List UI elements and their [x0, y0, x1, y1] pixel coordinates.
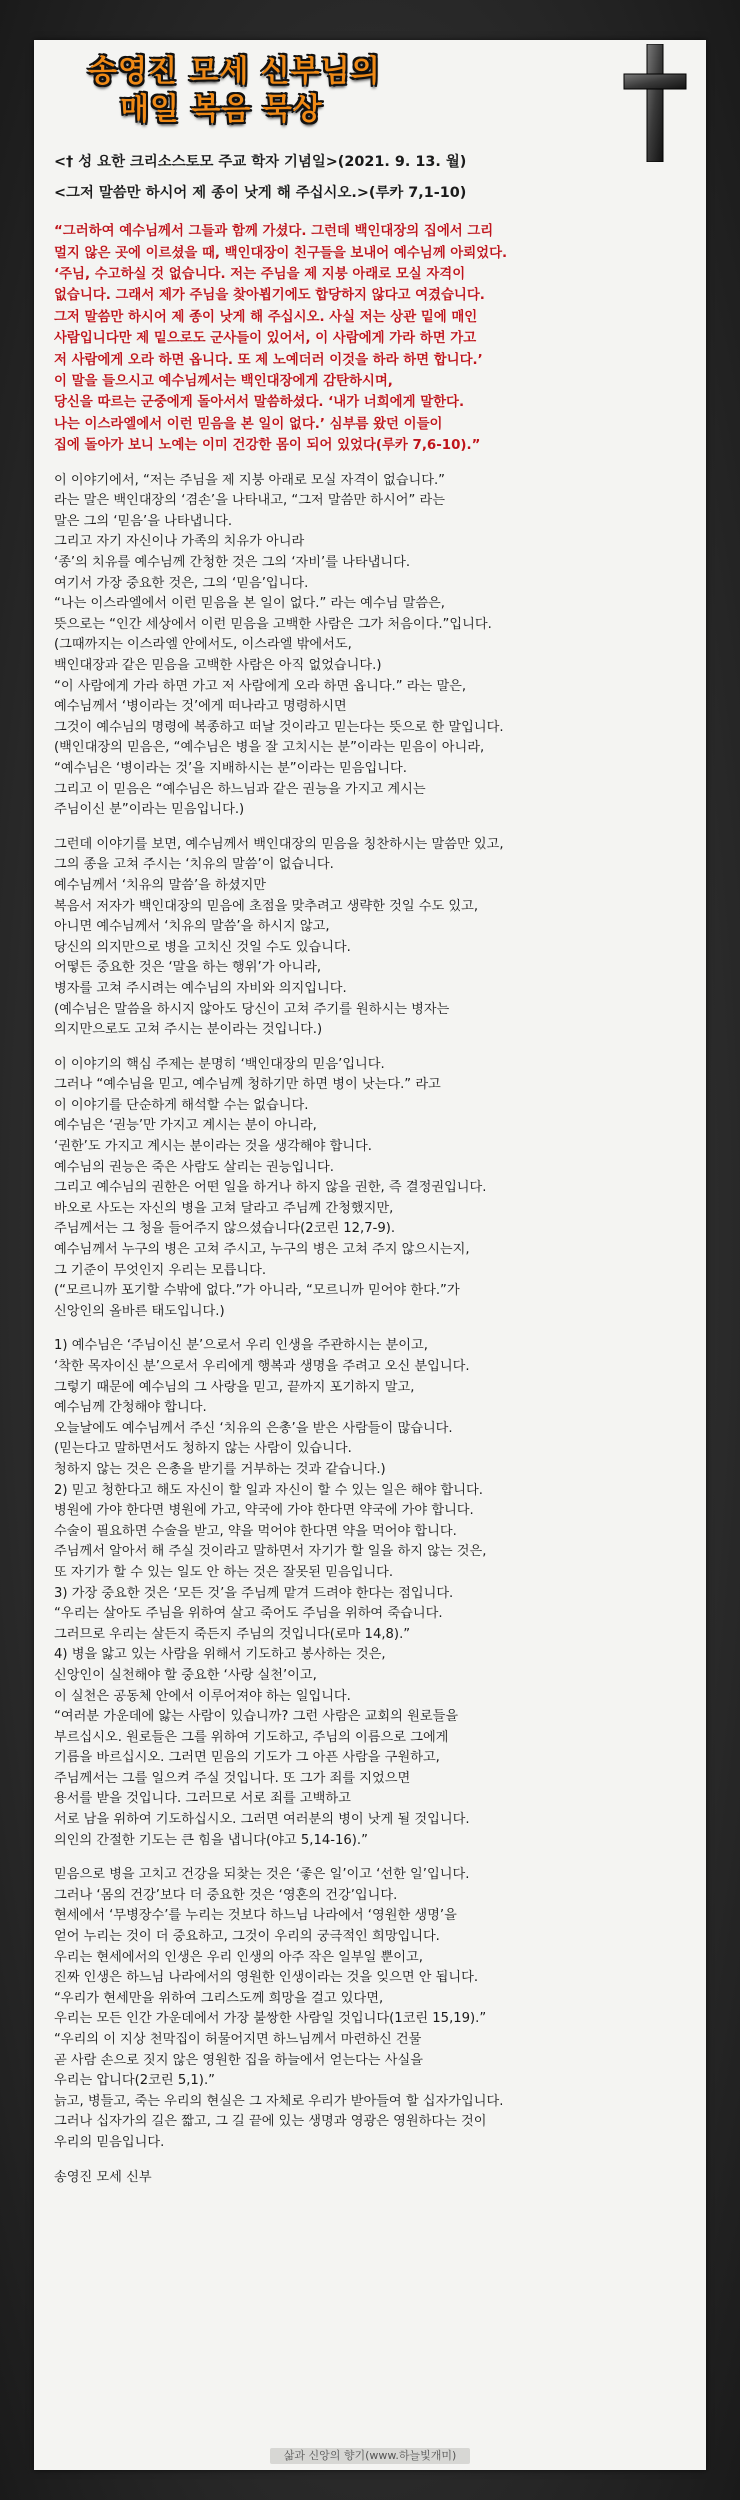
reflection-line: 그렇기 때문에 예수님의 그 사랑을 믿고, 끝까지 포기하지 말고,	[54, 1379, 415, 1395]
reflection-line: 라는 말은 백인대장의 ‘겸손’을 나타내고, “그저 말씀만 하시어” 라는	[54, 493, 445, 509]
reflection-line: “우리는 살아도 주님을 위하여 살고 죽어도 주님을 위하여 죽습니다.	[54, 1606, 443, 1622]
title-line-1: 송영진 모세 신부님의	[88, 54, 381, 89]
reflection-line: 말은 그의 ‘믿음’을 나타냅니다.	[54, 513, 233, 529]
reflection-line: 또 자기가 할 수 있는 일도 안 하는 것은 잘못된 믿음입니다.	[54, 1564, 394, 1580]
reflection-line: 그리고 이 믿음은 “예수님은 하느님과 같은 권능을 가지고 계시는	[54, 781, 426, 797]
reflection-line: 주님께서는 그를 일으켜 주실 것입니다. 또 그가 죄를 지었으면	[54, 1770, 411, 1786]
reflection-line: (그때까지는 이스라엘 안에서도, 이스라엘 밖에서도,	[54, 637, 352, 653]
gospel-line: 사람입니다만 제 밑으로도 군사들이 있어서, 이 사람에게 가라 하면 가고	[54, 331, 477, 347]
reflection-line: “예수님은 ‘병이라는 것’을 지배하시는 분”이라는 믿음입니다.	[54, 760, 407, 776]
reflection-line: 이 이야기를 단순하게 해석할 수는 없습니다.	[54, 1097, 309, 1113]
reflection-line: 그것이 예수님의 명령에 복종하고 떠날 것이라고 믿는다는 뜻으로 한 말입니다.	[54, 719, 504, 735]
gospel-title: <그저 말씀만 하시어 제 종이 낫게 해 주십시오.>(루카 7,1-10)	[54, 184, 467, 201]
meditation-card	[34, 40, 706, 2470]
reflection-line: 청하지 않는 것은 은총을 받기를 거부하는 것과 같습니다.)	[54, 1461, 386, 1477]
reflection-line: “우리의 이 지상 천막집이 허물어지면 하느님께서 마련하신 건물	[54, 2032, 422, 2047]
reflection-line: 당신의 의지만으로 병을 고치신 것일 수도 있습니다.	[54, 939, 351, 955]
reflection-line: (예수님은 말씀을 하시지 않아도 당신이 고쳐 주기를 원하시는 병자는	[54, 1001, 450, 1017]
reflection-line: “우리가 현세만을 위하여 그리스도께 희망을 걸고 있다면,	[54, 1990, 384, 2006]
reflection-line: 부르십시오. 원로들은 그를 위하여 기도하고, 주님의 이름으로 그에게	[54, 1729, 449, 1745]
reflection-line: 예수님의 권능은 죽은 사람도 살리는 권능입니다.	[54, 1159, 334, 1175]
reflection-line: 수술이 필요하면 수술을 받고, 약을 먹어야 한다면 약을 먹어야 합니다.	[54, 1523, 457, 1539]
reflection-line: 이 이야기의 핵심 주제는 분명히 ‘백인대장의 믿음’입니다.	[54, 1056, 385, 1072]
reflection-line: ‘종’의 치유를 예수님께 간청한 것은 그의 ‘자비’를 나타냅니다.	[54, 555, 411, 571]
gospel-line: ‘주님, 수고하실 것 없습니다. 저는 주님을 제 지붕 아래로 모실 자격이	[54, 267, 466, 282]
reflection-line: 예수님께서 ‘치유의 말씀’을 하셨지만	[54, 877, 267, 893]
reflection-line: 그리고 자기 자신이나 가족의 치유가 아니라	[54, 534, 305, 550]
reflection-line: 주님께서는 그 청을 들어주지 않으셨습니다(2코린 12,7-9).	[54, 1221, 396, 1237]
reflection-line: 4) 병을 앓고 있는 사람을 위해서 기도하고 봉사하는 것은,	[54, 1647, 386, 1663]
reflection-line: 현세에서 ‘무병장수’를 누리는 것보다 하느님 나라에서 ‘영원한 생명’을	[54, 1908, 457, 1924]
reflection-paragraph	[54, 1336, 694, 1851]
reflection-line: 그리고 예수님의 권한은 어떤 일을 하거나 하지 않을 권한, 즉 결정권입니다.	[54, 1180, 487, 1196]
reflection-line: (백인대장의 믿음은, “예수님은 병을 잘 고치시는 분”이라는 믿음이 아니라,	[54, 740, 485, 756]
reflection-line: 의인의 간절한 기도는 큰 힘을 냅니다(야고 5,14-16).”	[54, 1832, 368, 1848]
reflection-paragraph	[54, 835, 694, 1041]
reflection-line: “이 사람에게 가라 하면 가고 저 사람에게 오라 하면 옵니다.” 라는 말은,	[54, 678, 467, 694]
header-banner	[34, 40, 706, 135]
reflection-line: 어떻든 중요한 것은 ‘말을 하는 행위’가 아니라,	[54, 960, 322, 976]
reflection-line: 믿음으로 병을 고치고 건강을 되찾는 것은 ‘좋은 일’이고 ‘선한 일’입니다.	[54, 1867, 470, 1883]
gospel-passage	[54, 221, 694, 456]
footer	[34, 2442, 706, 2470]
reflection-line: 늙고, 병들고, 죽는 우리의 현실은 그 자체로 우리가 받아들여 할 십자가입니다.	[54, 2093, 504, 2109]
reflection-line: 아니면 예수님께서 ‘치유의 말씀’을 하시지 않고,	[54, 919, 330, 935]
reflection-line: 병원에 가야 한다면 병원에 가고, 약국에 가야 한다면 약국에 가야 합니다.	[54, 1503, 474, 1519]
reflection-line: 백인대장과 같은 믿음을 고백한 사람은 아직 없었습니다.)	[54, 658, 382, 673]
reflection-line: (“모르니까 포기할 수밖에 없다.”가 아니라, “모르니까 믿어야 한다.”가	[54, 1283, 460, 1299]
gospel-line: 멀지 않은 곳에 이르셨을 때, 백인대장이 친구들을 보내어 예수님께 아뢰었다.	[54, 245, 508, 261]
reflection-line: 그러나 ‘몸의 건강’보다 더 중요한 것은 ‘영혼의 건강’입니다.	[54, 1887, 398, 1903]
reflection-line: 그러므로 우리는 살든지 죽든지 주님의 것입니다(로마 14,8).”	[54, 1626, 411, 1642]
reflection-paragraph	[54, 471, 694, 821]
reflection-line: ‘권한’도 가지고 계시는 분이라는 것을 생각해야 합니다.	[54, 1139, 372, 1155]
author-signature: 송영진 모세 신부	[54, 2169, 152, 2185]
reflection-line: 신앙인이 실천해야 할 중요한 ‘사랑 실천’이고,	[54, 1667, 317, 1683]
title-line-2: 매일 복음 묵상	[120, 92, 323, 127]
reflection-line: 기름을 바르십시오. 그러면 믿음의 기도가 그 아픈 사람을 구원하고,	[54, 1750, 440, 1766]
reflection-line: (믿는다고 말하면서도 청하지 않는 사람이 있습니다.	[54, 1441, 352, 1457]
reflection-line: 뜻으로는 “인간 세상에서 이런 믿음을 고백한 사람은 그가 처음이다.”입니다.	[54, 616, 492, 632]
gospel-line: 없습니다. 그래서 제가 주님을 찾아뵙기에도 합당하지 않다고 여겼습니다.	[54, 288, 485, 304]
reflection-line: 2) 믿고 청한다고 해도 자신이 할 일과 자신이 할 수 있는 일은 해야 합니다.	[54, 1482, 483, 1498]
reflection-line: 얻어 누리는 것이 더 중요하고, 그것이 우리의 궁극적인 희망입니다.	[54, 1929, 440, 1945]
feast-heading: <† 성 요한 크리소스토모 주교 학자 기념일>(2021. 9. 13. 월)	[54, 154, 467, 170]
gospel-line: 이 말을 들으시고 예수님께서는 백인대장에게 감탄하시며,	[54, 374, 393, 390]
meditation-content	[54, 152, 694, 2188]
reflection-line: 곧 사람 손으로 짓지 않은 영원한 집을 하늘에서 얻는다는 사실을	[54, 2052, 423, 2068]
reflection-line: 이 실천은 공동체 안에서 이루어져야 하는 일입니다.	[54, 1688, 351, 1704]
reflection-line: 이 이야기에서, “저는 주님을 제 지붕 아래로 모실 자격이 없습니다.”	[54, 472, 445, 488]
reflection-line: 예수님께서 ‘병이라는 것’에게 떠나라고 명령하시면	[54, 699, 347, 715]
reflection-paragraph	[54, 1055, 694, 1323]
reflection-line: 그러나 “예수님을 믿고, 예수님께 청하기만 하면 병이 낫는다.” 라고	[54, 1077, 441, 1093]
reflection-line: 1) 예수님은 ‘주님이신 분’으로서 우리 인생을 주관하시는 분이고,	[54, 1338, 428, 1354]
reflection-line: 예수님께 간청해야 합니다.	[54, 1400, 207, 1416]
reflection-body	[54, 471, 694, 2154]
reflection-line: 우리는 현세에서의 인생은 우리 인생의 아주 작은 일부일 뿐이고,	[54, 1949, 423, 1965]
reflection-line: 병자를 고쳐 주시려는 예수님의 자비와 의지입니다.	[54, 980, 347, 996]
reflection-line: 서로 남을 위하여 기도하십시오. 그러면 여러분의 병이 낫게 될 것입니다.	[54, 1812, 470, 1828]
gospel-line: 저 사람에게 오라 하면 옵니다. 또 제 노예더러 이것을 하라 하면 합니다.’	[54, 352, 483, 368]
reflection-line: “여러분 가운데에 앓는 사람이 있습니까? 그런 사람은 교회의 원로들을	[54, 1709, 459, 1725]
reflection-line: 그 기준이 무엇인지 우리는 모릅니다.	[54, 1262, 267, 1278]
reflection-line: 진짜 인생은 하느님 나라에서의 영원한 인생이라는 것을 잊으면 안 됩니다.	[54, 1970, 479, 1986]
reflection-line: 그의 종을 고쳐 주시는 ‘치유의 말씀’이 없습니다.	[54, 857, 334, 873]
reflection-line: 우리는 압니다(2코린 5,1).”	[54, 2073, 215, 2089]
reflection-line: ‘착한 목자이신 분’으로서 우리에게 행복과 생명을 주려고 오신 분입니다.	[54, 1359, 470, 1374]
reflection-line: 주님께서 알아서 해 주실 것이라고 말하면서 자기가 할 일을 하지 않는 것은,	[54, 1544, 487, 1560]
reflection-line: 여기서 가장 중요한 것은, 그의 ‘믿음’입니다.	[54, 575, 309, 591]
reflection-line: 우리는 모든 인간 가운데에서 가장 불쌍한 사람일 것입니다(1코린 15,19).”	[54, 2011, 487, 2027]
footer-text: 삶과 신앙의 향기(www.하늘빛개미)	[283, 2449, 457, 2462]
reflection-line: 우리의 믿음입니다.	[54, 2134, 165, 2150]
reflection-paragraph	[54, 1865, 694, 2153]
gospel-line: 나는 이스라엘에서 이런 믿음을 본 일이 없다.’ 심부름 왔던 이들이	[54, 416, 443, 432]
reflection-line: 의지만으로도 고쳐 주시는 분이라는 것입니다.)	[54, 1022, 323, 1038]
reflection-line: 그런데 이야기를 보면, 예수님께서 백인대장의 믿음을 칭찬하시는 말씀만 있고,	[54, 836, 504, 852]
reflection-line: 바오로 사도는 자신의 병을 고쳐 달라고 주님께 간청했지만,	[54, 1200, 394, 1216]
reflection-line: 복음서 저자가 백인대장의 믿음에 초점을 맞추려고 생략한 것일 수도 있고,	[54, 898, 479, 914]
reflection-line: 예수님께서 누구의 병은 고쳐 주시고, 누구의 병은 고쳐 주지 않으시는지,	[54, 1242, 470, 1258]
gospel-line: 집에 돌아가 보니 노예는 이미 건강한 몸이 되어 있었다(루카 7,6-10).”	[54, 438, 481, 454]
gospel-line: 그저 말씀만 하시어 제 종이 낫게 해 주십시오. 사실 저는 상관 밑에 매인	[54, 309, 478, 325]
reflection-line: 예수님은 ‘권능’만 가지고 계시는 분이 아니라,	[54, 1118, 317, 1134]
reflection-line: 용서를 받을 것입니다. 그러므로 서로 죄를 고백하고	[54, 1791, 351, 1807]
reflection-line: 오늘날에도 예수님께서 주신 ‘치유의 은총’을 받은 사람들이 많습니다.	[54, 1420, 453, 1436]
reflection-line: 그러나 십자가의 길은 짧고, 그 길 끝에 있는 생명과 영광은 영원하다는 것이	[54, 2114, 487, 2130]
gospel-line: “그러하여 예수님께서 그들과 함께 가셨다. 그런데 백인대장의 집에서 그리	[54, 224, 494, 240]
cross-icon	[620, 44, 690, 162]
reflection-line: “나는 이스라엘에서 이런 믿음을 본 일이 없다.” 라는 예수님 말씀은,	[54, 596, 445, 612]
reflection-line: 3) 가장 중요한 것은 ‘모든 것’을 주님께 맡겨 드려야 한다는 점입니다.	[54, 1585, 454, 1601]
reflection-line: 주님이신 분”이라는 믿음입니다.)	[54, 802, 245, 818]
reflection-line: 신앙인의 올바른 태도입니다.)	[54, 1303, 225, 1319]
gospel-line: 당신을 따르는 군중에게 돌아서서 말씀하셨다. ‘내가 너희에게 말한다.	[54, 395, 465, 411]
